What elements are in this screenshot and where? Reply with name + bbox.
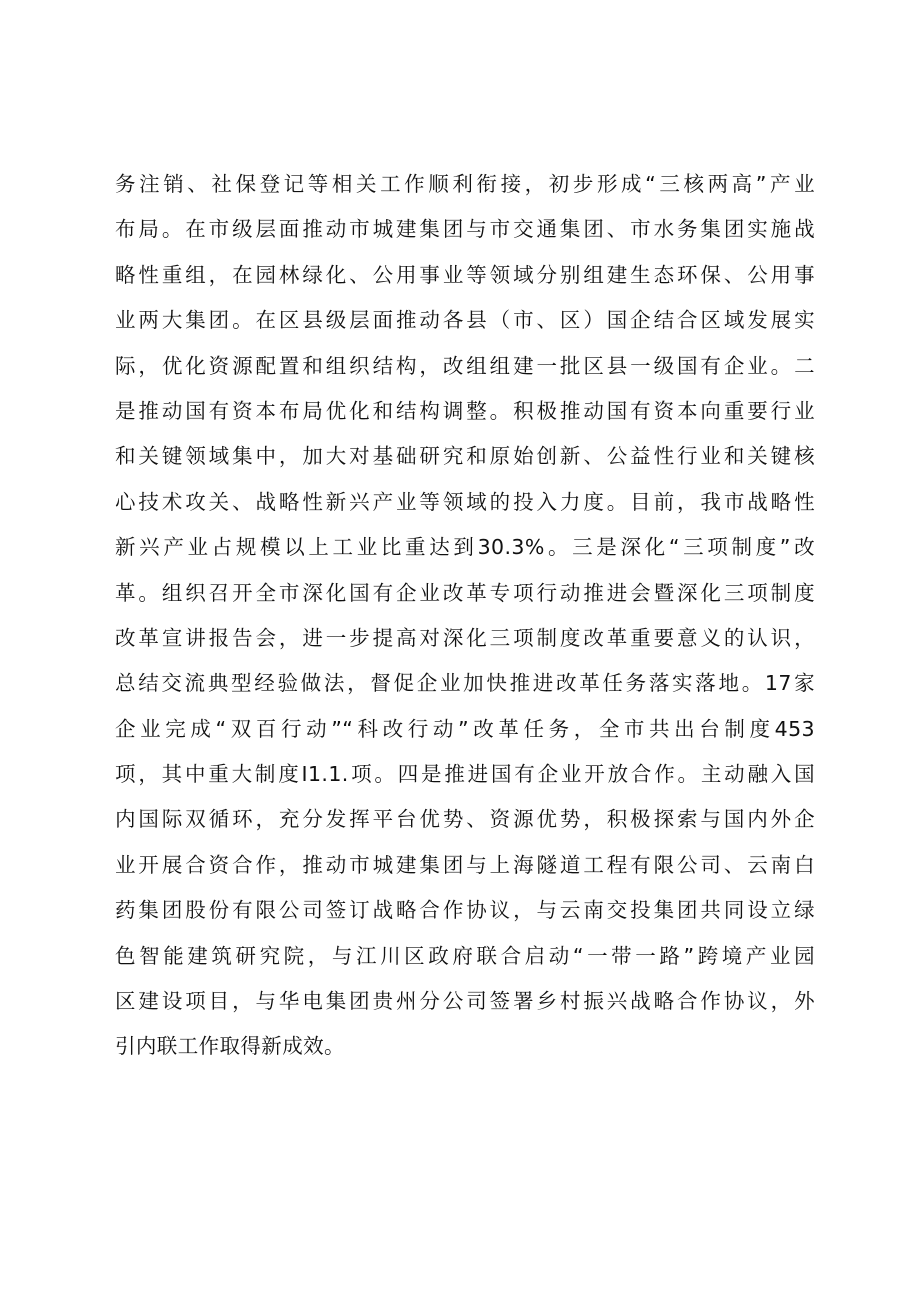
text-line: 项，其中重大制度I1.1.项。四是推进国有企业开放合作。主动融入国 xyxy=(115,762,815,787)
text-line: 布局。在市级层面推动市城建集团与市交通集团、市水务集团实施战 xyxy=(115,217,815,242)
text-line: 内国际双循环，充分发挥平台优势、资源优势，积极探索与国内外企 xyxy=(115,807,815,832)
text-line: 色智能建筑研究院，与江川区政府联合启动“一带一路”跨境产业园 xyxy=(115,943,815,968)
body-paragraph xyxy=(115,162,815,1070)
text-line: 是推动国有资本布局优化和结构调整。积极推动国有资本向重要行业 xyxy=(115,398,815,423)
text-line: 和关键领域集中，加大对基础研究和原始创新、公益性行业和关键核 xyxy=(115,444,815,469)
text-line: 革。组织召开全市深化国有企业改革专项行动推进会暨深化三项制度 xyxy=(115,580,815,605)
text-line: 新兴产业占规模以上工业比重达到30.3%。三是深化“三项制度”改 xyxy=(115,535,815,560)
text-line: 业两大集团。在区县级层面推动各县（市、区）国企结合区域发展实 xyxy=(115,308,815,333)
text-line: 药集团股份有限公司签订战略合作协议，与云南交投集团共同设立绿 xyxy=(115,898,815,923)
text-line: 略性重组，在园林绿化、公用事业等领域分别组建生态环保、公用事 xyxy=(115,262,815,287)
text-line: 务注销、社保登记等相关工作顺利衔接，初步形成“三核两高”产业 xyxy=(115,172,815,196)
text-line: 引内联工作取得新成效。 xyxy=(115,1034,345,1059)
text-line: 际，优化资源配置和组织结构，改组组建一批区县一级国有企业。二 xyxy=(115,353,815,378)
text-line: 企业完成“双百行动”“科改行动”改革任务，全市共出台制度453 xyxy=(115,716,815,741)
text-line: 业开展合资合作，推动市城建集团与上海隧道工程有限公司、云南白 xyxy=(115,852,815,877)
text-line: 心技术攻关、战略性新兴产业等领域的投入力度。目前，我市战略性 xyxy=(115,489,815,514)
text-line: 改革宣讲报告会，进一步提高对深化三项制度改革重要意义的认识， xyxy=(115,625,815,650)
text-line: 区建设项目，与华电集团贵州分公司签署乡村振兴战略合作协议，外 xyxy=(115,989,815,1014)
text-line: 总结交流典型经验做法，督促企业加快推进改革任务落实落地。17家 xyxy=(115,671,815,696)
